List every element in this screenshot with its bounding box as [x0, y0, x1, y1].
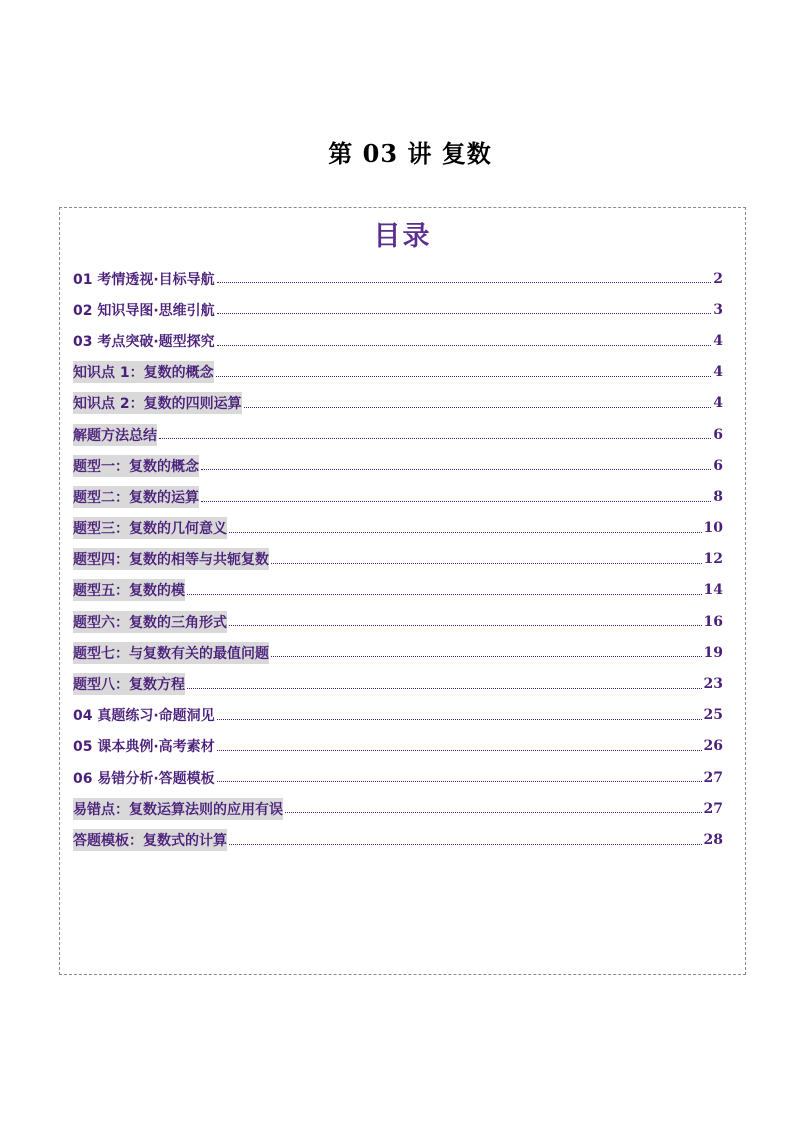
toc-entry-page-number: 10: [703, 520, 723, 537]
toc-entry-label[interactable]: 06 易错分析·答题模板: [73, 770, 215, 787]
toc-entry-page-number: 12: [703, 551, 723, 568]
toc-entry-page-number: 8: [713, 488, 723, 505]
toc-dot-leader: [201, 500, 711, 502]
toc-dot-leader: [159, 437, 711, 439]
toc-dot-leader: [271, 655, 702, 657]
toc-entry[interactable]: [73, 762, 723, 793]
toc-entry-page-number: 4: [713, 364, 723, 381]
toc-entry[interactable]: [73, 388, 723, 419]
toc-dot-leader: [229, 843, 702, 845]
toc-entry-label[interactable]: 题型一：复数的概念: [73, 455, 199, 477]
toc-dot-leader: [217, 281, 712, 283]
toc-entry[interactable]: [73, 294, 723, 325]
toc-dot-leader: [216, 375, 712, 377]
toc-entry-label[interactable]: 题型二：复数的运算: [73, 486, 199, 508]
toc-entry[interactable]: [73, 575, 723, 606]
toc-entry-page-number: 27: [703, 769, 723, 786]
toc-entry-page-number: 27: [703, 800, 723, 817]
toc-dot-leader: [217, 312, 712, 314]
toc-heading: 目录: [373, 221, 432, 252]
toc-entry-label[interactable]: 02 知识导图·思维引航: [73, 302, 215, 319]
toc-entry-label[interactable]: 题型四：复数的相等与共轭复数: [73, 548, 269, 570]
toc-entry-page-number: 26: [703, 738, 723, 755]
toc-dot-leader: [201, 468, 711, 470]
document-title: 第 03 讲 复数: [328, 139, 492, 168]
toc-entry-page-number: 4: [713, 395, 723, 412]
toc-entry-label[interactable]: 知识点 1：复数的概念: [73, 361, 214, 383]
toc-entry[interactable]: [73, 325, 723, 356]
toc-entry[interactable]: [73, 637, 723, 668]
toc-entry-label[interactable]: 知识点 2：复数的四则运算: [73, 392, 242, 414]
toc-dot-leader: [187, 593, 702, 595]
toc-entry-page-number: 4: [713, 332, 723, 349]
toc-entry[interactable]: [73, 481, 723, 512]
toc-dot-leader: [229, 624, 702, 626]
toc-entry-page-number: 19: [703, 644, 723, 661]
toc-entry-label[interactable]: 题型三：复数的几何意义: [73, 517, 227, 539]
toc-entry[interactable]: [73, 544, 723, 575]
toc-entry-label[interactable]: 04 真题练习·命题洞见: [73, 708, 215, 725]
toc-entry-label[interactable]: 题型五：复数的模: [73, 579, 185, 601]
toc-entry-label[interactable]: 题型六：复数的三角形式: [73, 611, 227, 633]
toc-entry[interactable]: [73, 731, 723, 762]
toc-entry-label[interactable]: 05 课本典例·高考素材: [73, 739, 215, 756]
toc-entry[interactable]: [73, 824, 723, 855]
toc-entry-page-number: 3: [713, 301, 723, 318]
toc-entry-label[interactable]: 题型七：与复数有关的最值问题: [73, 642, 269, 664]
toc-entry-page-number: 23: [703, 676, 723, 693]
toc-entry-page-number: 28: [703, 831, 723, 848]
toc-dot-leader: [217, 780, 702, 782]
toc-entry[interactable]: [73, 668, 723, 699]
toc-dot-leader: [217, 718, 702, 720]
toc-list: [73, 263, 723, 856]
toc-entry-label[interactable]: 易错点：复数运算法则的应用有误: [73, 798, 283, 820]
toc-entry[interactable]: [73, 450, 723, 481]
toc-entry[interactable]: [73, 606, 723, 637]
toc-dot-leader: [187, 687, 702, 689]
toc-entry[interactable]: [73, 263, 723, 294]
toc-entry-page-number: 2: [713, 270, 723, 287]
toc-entry-page-number: 16: [703, 613, 723, 630]
toc-entry-page-number: 6: [713, 457, 723, 474]
toc-entry-page-number: 14: [703, 582, 723, 599]
toc-entry-label[interactable]: 03 考点突破·题型探究: [73, 333, 215, 350]
toc-entry-label[interactable]: 01 考情透视·目标导航: [73, 271, 215, 288]
toc-entry-label[interactable]: 题型八：复数方程: [73, 673, 185, 695]
toc-dot-leader: [217, 344, 712, 346]
toc-dot-leader: [217, 749, 702, 751]
table-of-contents-box: [59, 207, 746, 975]
toc-dot-leader: [271, 562, 702, 564]
toc-dot-leader: [229, 531, 702, 533]
toc-entry-page-number: 6: [713, 426, 723, 443]
toc-entry-page-number: 25: [703, 707, 723, 724]
toc-dot-leader: [285, 811, 702, 813]
toc-entry-label[interactable]: 答题模板：复数式的计算: [73, 829, 227, 851]
toc-entry[interactable]: [73, 700, 723, 731]
toc-entry[interactable]: [73, 357, 723, 388]
toc-entry[interactable]: [73, 419, 723, 450]
toc-entry[interactable]: [73, 793, 723, 824]
toc-dot-leader: [244, 406, 712, 408]
toc-entry[interactable]: [73, 513, 723, 544]
toc-entry-label[interactable]: 解题方法总结: [73, 424, 157, 446]
